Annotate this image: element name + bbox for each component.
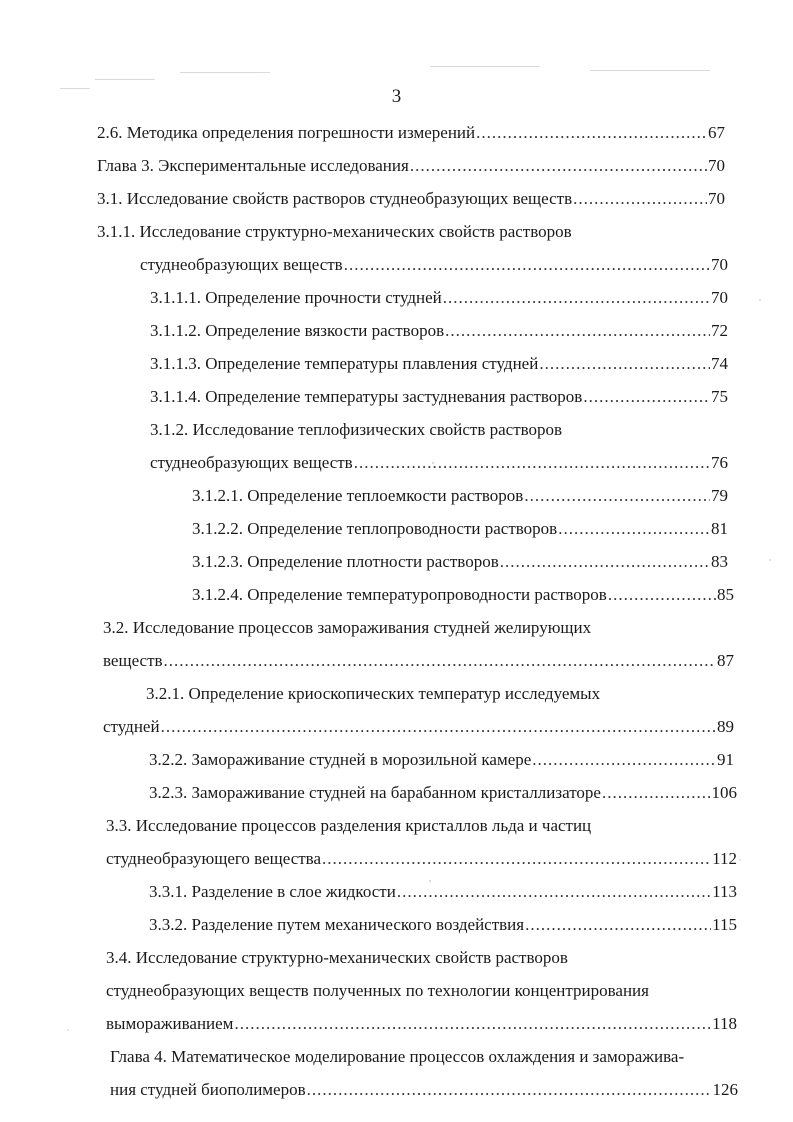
toc-entry-page: 113 [712,882,737,901]
toc-entry-3-1-2-1 [192,479,728,507]
toc-entry-title: 3.2. Исследование процессов замораживания студней желирующих [103,618,592,637]
toc-entry-title: 3.4. Исследование структурно-механических свойств растворов [106,948,568,967]
toc-entry-title: 3.1.2. Исследование теплофизических свойств растворов [150,420,563,439]
toc-entry-title: 3.1.1.3. Определение температуры плавления студней [150,354,539,373]
toc-entry-3-1-2-4 [192,578,734,606]
toc-entry-3-2-cont [103,644,734,672]
toc-entry-3-2-1-cont [103,710,734,738]
toc-entry-page: 112 [712,849,737,868]
toc-entry-title: веществ [103,651,163,670]
toc-entry-title: 3.2.2. Замораживание студней в морозильной камере [149,750,532,769]
toc-leader [524,485,710,507]
toc-entry-page: 79 [711,486,728,505]
toc-entry-3-2 [103,611,734,639]
toc-leader [443,287,710,309]
toc-entry-title: 3.3.1. Разделение в слое жидкости [149,882,396,901]
toc-entry-title: 3.1.1. Исследование структурно-механических свойств растворов [97,222,572,241]
toc-entry-chapter-4-cont [110,1073,738,1101]
toc-entry-title: 3.3. Исследование процессов разделения кристаллов льда и частиц [106,816,592,835]
toc-entry-title: 3.1.2.1. Определение теплоемкости растворов [192,486,524,505]
toc-leader [164,650,716,672]
toc-entry-page: 67 [708,123,725,142]
toc-entry-3-1-2-2 [192,512,728,540]
toc-entry-title: 3.1.1.2. Определение вязкости растворов [150,321,445,340]
toc-entry-title: Глава 3. Экспериментальные исследования [97,156,409,175]
toc-entry-page: 87 [717,651,734,670]
toc-entry-3-4-cont [106,974,737,1002]
toc-entry-3-3-cont [106,842,737,870]
toc-leader [532,749,716,771]
toc-entry-title: 3.1.1.1. Определение прочности студней [150,288,442,307]
toc-entry-3-1 [97,182,725,210]
toc-entry-title: студнеобразующих веществ [150,453,353,472]
toc-entry-2-6 [97,116,725,144]
toc-entry-3-1-1-cont [140,248,728,276]
toc-leader [410,155,707,177]
toc-leader [322,848,711,870]
toc-entry-page: 70 [708,156,725,175]
toc-entry-title: вымораживанием [106,1014,234,1033]
toc-leader [476,122,707,144]
toc-leader [525,914,711,936]
toc-entry-3-4 [106,941,737,969]
toc-entry-title: 3.1.2.2. Определение теплопроводности растворов [192,519,558,538]
toc-leader [307,1079,712,1101]
toc-entry-3-1-2 [150,413,728,441]
toc-entry-page: 70 [711,255,728,274]
toc-leader [602,782,711,804]
toc-entry-page: 76 [711,453,728,472]
toc-entry-3-3 [106,809,737,837]
toc-entry-3-2-3 [149,776,737,804]
toc-leader [344,254,710,276]
toc-leader [445,320,710,342]
toc-entry-page: 106 [711,783,737,802]
toc-entry-page: 74 [711,354,728,373]
toc-entry-3-2-1 [146,677,734,705]
toc-leader [539,353,710,375]
toc-entry-page: 75 [711,387,728,406]
toc-entry-title: 3.2.1. Определение криоскопических температур исследуемых [146,684,601,703]
toc-entry-page: 118 [712,1014,737,1033]
toc-entry-page: 89 [717,717,734,736]
toc-entry-3-3-2 [149,908,737,936]
toc-entry-title: 3.1.2.4. Определение температуропроводности растворов [192,585,607,604]
toc-leader [608,584,716,606]
toc-entry-title: Глава 4. Математическое моделирование процессов охлаждения и заморажива- [110,1047,685,1066]
toc-entry-3-1-1 [97,215,725,243]
toc-entry-chapter-4 [110,1040,744,1068]
toc-entry-chapter-3 [97,149,725,177]
toc-entry-title: ния студней биополимеров [110,1080,306,1099]
toc-entry-title: студнеобразующего вещества [106,849,322,868]
toc-entry-3-1-2-3 [192,545,728,573]
toc-leader [500,551,710,573]
toc-entry-3-1-1-1 [150,281,728,309]
toc-entry-page: 81 [711,519,728,538]
toc-entry-page: 70 [708,189,725,208]
toc-entry-page: 85 [717,585,734,604]
toc-entry-3-1-1-4 [150,380,728,408]
toc-entry-title: студней [103,717,160,736]
toc-entry-page: 70 [711,288,728,307]
toc-entry-title: 3.3.2. Разделение путем механического воздействия [149,915,525,934]
toc-entry-title: студнеобразующих веществ полученных по технологии концентрирования [106,981,649,1000]
toc-entry-3-4-cont-2 [106,1007,737,1035]
toc-entry-page: 126 [712,1080,738,1099]
toc-leader [558,518,710,540]
toc-entry-3-1-1-3 [150,347,728,375]
toc-entry-3-1-2-cont [150,446,728,474]
toc-entry-title: 3.1.2.3. Определение плотности растворов [192,552,499,571]
toc-leader [573,188,707,210]
toc-leader [354,452,710,474]
toc-entry-page: 83 [711,552,728,571]
toc-entry-title: 3.1. Исследование свойств растворов студнеобразующих веществ [97,189,573,208]
toc-entry-page: 115 [712,915,737,934]
toc-entry-page: 91 [717,750,734,769]
toc-entry-title: 3.1.1.4. Определение температуры застудневания растворов [150,387,583,406]
toc-entry-title: 2.6. Методика определения погрешности измерений [97,123,476,142]
toc-entry-title: студнеобразующих веществ [140,255,343,274]
toc-leader [234,1013,711,1035]
toc-entry-page: 72 [711,321,728,340]
toc-leader [161,716,716,738]
toc-entry-3-1-1-2 [150,314,728,342]
page-number: 3 [391,86,402,107]
toc-leader [583,386,710,408]
toc-entry-title: 3.2.3. Замораживание студней на барабанном кристаллизаторе [149,783,601,802]
toc-entry-3-3-1 [149,875,737,903]
toc-leader [397,881,711,903]
toc-entry-3-2-2 [149,743,734,771]
